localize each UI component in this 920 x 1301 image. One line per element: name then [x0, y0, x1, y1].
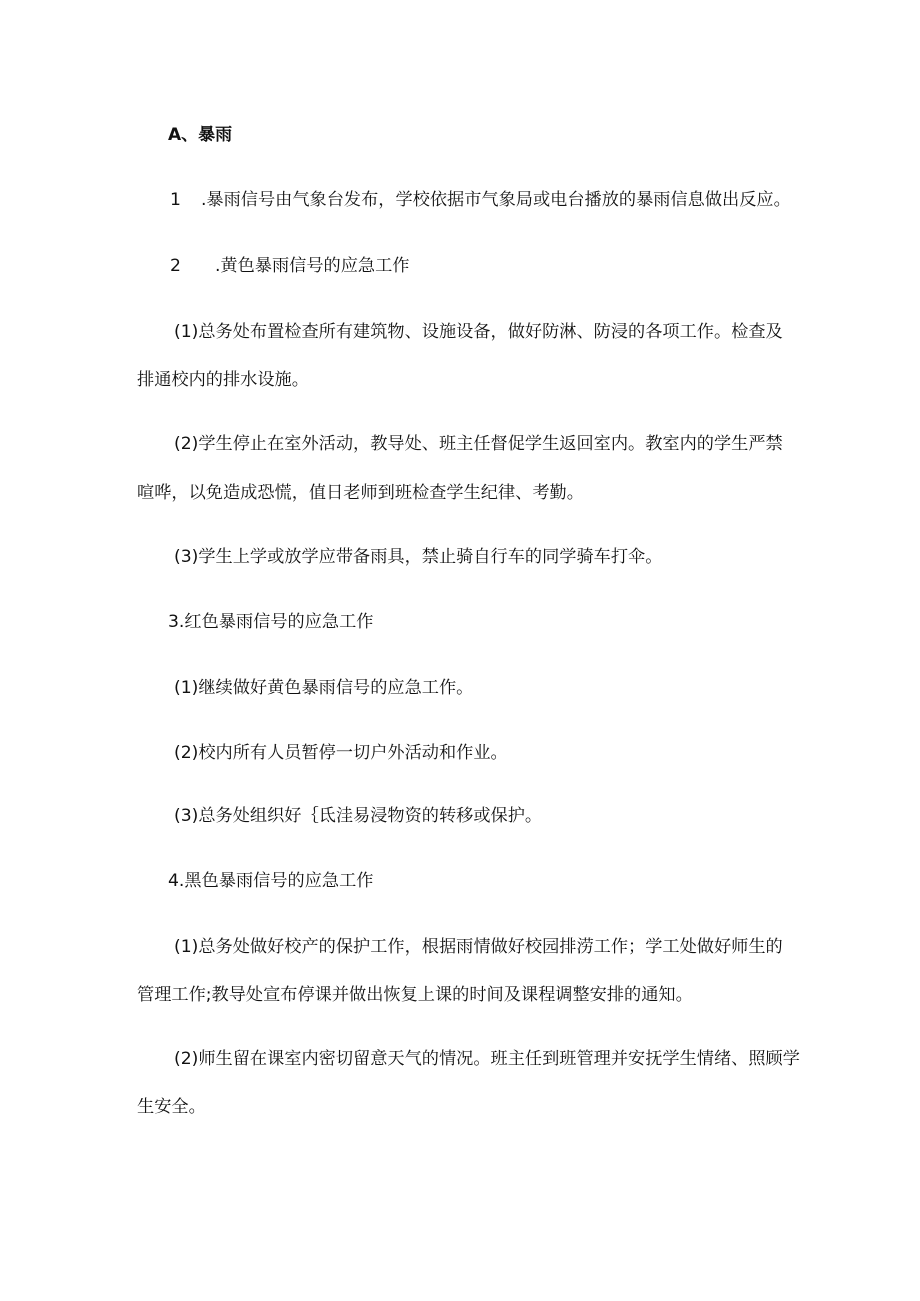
item-4-sub-1-line-1: (1)总务处做好校产的保护工作，根据雨情做好校园排涝工作；学工处做好师生的: [174, 937, 783, 957]
item-3-sub-3: (3)总务处组织好｛氐洼易浸物资的转移或保护。: [174, 806, 543, 826]
item-2-sub-2-line-1: (2)学生停止在室外活动，教导处、班主任督促学生返回室内。教室内的学生严禁: [174, 434, 783, 454]
item-2-sub-1-line-2: 排通校内的排水设施。: [137, 370, 309, 390]
item-2-sub-2-line-2: 喧哗，以免造成恐慌，值日老师到班检查学生纪律、考勤。: [137, 483, 584, 503]
item-2-number: 2: [170, 256, 181, 276]
item-4-sub-1-line-2: 管理工作;教导处宣布停课并做出恢复上课的时间及课程调整安排的通知。: [137, 985, 693, 1005]
item-3-title: 3.红色暴雨信号的应急工作: [168, 612, 374, 632]
item-1-text: .暴雨信号由气象台发布，学校依据市气象局或电台播放的暴雨信息做出反应。: [200, 190, 791, 210]
item-3-sub-1: (1)继续做好黄色暴雨信号的应急工作。: [174, 678, 474, 698]
item-4-sub-2-line-1: (2)师生留在课室内密切留意天气的情况。班主任到班管理并安抚学生情绪、照顾学: [174, 1049, 800, 1069]
section-heading: A、暴雨: [168, 125, 233, 145]
item-4-title: 4.黑色暴雨信号的应急工作: [168, 871, 374, 891]
item-2: [170, 255, 409, 277]
item-1-number: 1: [170, 190, 181, 210]
item-2-sub-3: (3)学生上学或放学应带备雨具，禁止骑自行车的同学骑车打伞。: [174, 547, 663, 567]
item-1: [170, 189, 791, 211]
item-3-sub-2: (2)校内所有人员暂停一切户外活动和作业。: [174, 743, 508, 763]
item-2-sub-1-line-1: (1)总务处布置检查所有建筑物、设施设备，做好防淋、防浸的各项工作。检查及: [174, 322, 783, 342]
item-2-text: .黄色暴雨信号的应急工作: [214, 256, 410, 276]
item-4-sub-2-line-2: 生安全。: [137, 1097, 206, 1117]
